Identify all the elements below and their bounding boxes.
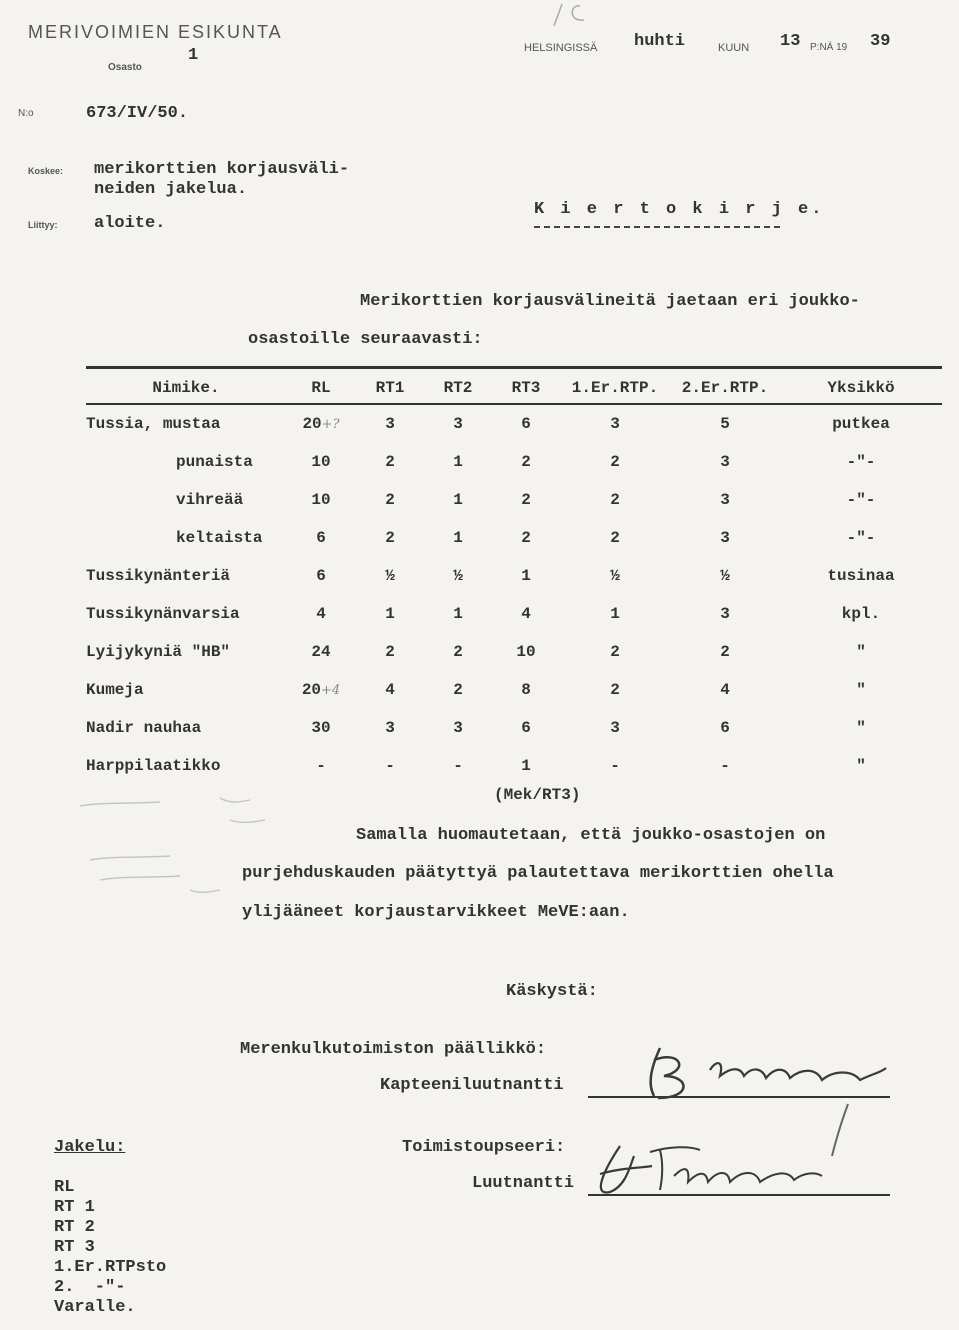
distribution-item: RT 1	[54, 1198, 95, 1217]
rt1-value: 2	[385, 453, 395, 471]
rt3-value: 1	[521, 567, 531, 585]
signer-1-title: Merenkulkutoimiston päällikkö:	[240, 1040, 547, 1059]
er2-value: 3	[720, 605, 730, 623]
closing-line-3: ylijääneet korjaustarvikkeet MeVE:aan.	[242, 903, 630, 922]
rt1-value: 1	[385, 605, 395, 623]
rt1-value: 2	[385, 491, 395, 509]
er1-value: -	[610, 757, 620, 775]
rt3-value: 10	[516, 643, 536, 661]
rt1-value: 2	[385, 643, 395, 661]
document-type: K i e r t o k i r j e.	[534, 200, 825, 219]
rt2-value: 3	[453, 719, 463, 737]
table-row	[86, 671, 942, 709]
rt2-value: 1	[453, 453, 463, 471]
unit-value: putkea	[832, 415, 890, 433]
month-label: KUUN	[718, 42, 750, 54]
er1-value: 3	[610, 719, 620, 737]
table-header-row	[86, 368, 942, 405]
item-name: Tussia, mustaa	[86, 415, 221, 433]
er2-value: 3	[720, 453, 730, 471]
table-row	[86, 557, 942, 595]
date-day: 13	[780, 32, 801, 51]
table-row	[86, 633, 942, 671]
distribution-table	[86, 366, 942, 785]
rt2-value: -	[453, 757, 463, 775]
rt1-value: 3	[385, 719, 395, 737]
signature-2-icon	[590, 1136, 850, 1206]
er1-value: 2	[610, 453, 620, 471]
closing-line-2: purjehduskauden päätyttyä palautettava merikorttien ohella	[242, 864, 834, 883]
header-rt2: RT2	[424, 368, 492, 405]
er1-value: 1	[610, 605, 620, 623]
rt2-value: 2	[453, 681, 463, 699]
item-name: vihreää	[176, 491, 244, 509]
rt1-value: ½	[385, 567, 395, 585]
rt3-value: 6	[521, 415, 531, 433]
er1-value: 2	[610, 643, 620, 661]
item-name: Nadir nauhaa	[86, 719, 202, 737]
signer-2-rank: Luutnantti	[472, 1174, 575, 1193]
item-name: Tussikynänteriä	[86, 567, 231, 585]
rl-value: 30	[311, 719, 331, 737]
item-name: Kumeja	[86, 681, 144, 699]
er2-value: 5	[720, 415, 730, 433]
table-row	[86, 404, 942, 443]
rt2-value: 2	[453, 643, 463, 661]
distribution-item: RL	[54, 1178, 75, 1197]
er2-value: -	[720, 757, 730, 775]
pencil-note: +4	[321, 683, 341, 698]
unit-value: -"-	[846, 453, 876, 471]
section-value: 1	[188, 46, 199, 65]
er2-value: 2	[720, 643, 730, 661]
table-row	[86, 443, 942, 481]
er2-value: ½	[720, 567, 730, 585]
number-label: N:o	[18, 108, 34, 119]
date-year: 39	[870, 32, 891, 51]
subject-label: Koskee:	[28, 166, 64, 176]
day-label: P:NÄ 19	[810, 42, 848, 53]
pencil-note: +?	[321, 417, 340, 432]
table-note: (Mek/RT3)	[494, 786, 581, 804]
closing-line-1: Samalla huomautetaan, että joukko-osastojen on	[356, 826, 826, 845]
er2-value: 4	[720, 681, 730, 699]
rl-value: 20+4	[301, 681, 341, 699]
section-label: Osasto	[108, 62, 142, 73]
subject-line-2: neiden jakelua.	[94, 180, 248, 199]
unit-value: -"-	[846, 529, 876, 547]
table-row	[86, 709, 942, 747]
pencil-margin-notes-icon	[70, 790, 280, 930]
header-1er-rtp: 1.Er.RTP.	[560, 368, 670, 405]
header-item: Nimike.	[86, 368, 286, 405]
rt2-value: 1	[453, 529, 463, 547]
rt2-value: 1	[453, 605, 463, 623]
rt3-value: 2	[521, 453, 531, 471]
er1-value: 2	[610, 491, 620, 509]
table-row	[86, 595, 942, 633]
attachment-value: aloite.	[94, 214, 166, 233]
er1-value: 2	[610, 681, 620, 699]
distribution-item: RT 3	[54, 1238, 95, 1257]
rl-value: 10	[311, 491, 331, 509]
document-type-underline	[534, 226, 780, 228]
signer-1-rank: Kapteeniluutnantti	[380, 1076, 564, 1095]
document-number: 673/IV/50.	[86, 104, 189, 123]
distribution-item: Varalle.	[54, 1298, 136, 1317]
er2-value: 3	[720, 491, 730, 509]
command-line: Käskystä:	[506, 982, 598, 1001]
unit-value: tusinaa	[827, 567, 895, 585]
item-name: punaista	[176, 453, 253, 471]
table-row	[86, 747, 942, 785]
unit-value: "	[856, 643, 866, 661]
item-name: Tussikynänvarsia	[86, 605, 240, 623]
er1-value: 3	[610, 415, 620, 433]
unit-value: "	[856, 681, 866, 699]
header-rt1: RT1	[356, 368, 424, 405]
unit-value: "	[856, 719, 866, 737]
table-row	[86, 519, 942, 557]
rt1-value: -	[385, 757, 395, 775]
er2-value: 3	[720, 529, 730, 547]
er1-value: ½	[610, 567, 620, 585]
rt1-value: 4	[385, 681, 395, 699]
attachment-label: Liittyy:	[28, 220, 58, 230]
table-row	[86, 481, 942, 519]
place-label: HELSINGISSÄ	[524, 42, 598, 54]
unit-value: -"-	[846, 491, 876, 509]
rt1-value: 3	[385, 415, 395, 433]
rl-value: 6	[316, 529, 326, 547]
rt3-value: 8	[521, 681, 531, 699]
item-name: Lyijykyniä "HB"	[86, 643, 231, 661]
rl-value: 10	[311, 453, 331, 471]
distribution-item: 2. -"-	[54, 1278, 126, 1297]
distribution-item: RT 2	[54, 1218, 95, 1237]
rl-value: -	[316, 757, 326, 775]
rt3-value: 6	[521, 719, 531, 737]
signature-1-icon	[620, 1040, 900, 1110]
subject-line-1: merikorttien korjausväli-	[94, 160, 350, 179]
er2-value: 6	[720, 719, 730, 737]
header-rt3: RT3	[492, 368, 560, 405]
rl-value: 6	[316, 567, 326, 585]
date-month: huhti	[634, 32, 686, 51]
rl-value: 24	[311, 643, 331, 661]
rl-value: 20+?	[302, 415, 340, 433]
rt2-value: 3	[453, 415, 463, 433]
unit-value: "	[856, 757, 866, 775]
rt2-value: ½	[453, 567, 463, 585]
header-2er-rtp: 2.Er.RTP.	[670, 368, 780, 405]
pencil-scribble-icon	[540, 0, 610, 30]
rt3-value: 2	[521, 529, 531, 547]
header-rl: RL	[286, 368, 356, 405]
item-name: Harppilaatikko	[86, 757, 221, 775]
header-unit: Yksikkö	[780, 368, 942, 405]
item-name: keltaista	[176, 529, 263, 547]
rt3-value: 1	[521, 757, 531, 775]
rt1-value: 2	[385, 529, 395, 547]
distribution-label: Jakelu:	[54, 1138, 126, 1157]
rt3-value: 4	[521, 605, 531, 623]
org-name: MERIVOIMIEN ESIKUNTA	[28, 22, 283, 42]
signer-2-title: Toimistoupseeri:	[402, 1138, 566, 1157]
intro-line-2: osastoille seuraavasti:	[248, 330, 483, 349]
er1-value: 2	[610, 529, 620, 547]
rt3-value: 2	[521, 491, 531, 509]
intro-line-1: Merikorttien korjausvälineitä jaetaan eri joukko-	[360, 292, 860, 311]
unit-value: kpl.	[841, 605, 881, 623]
rt2-value: 1	[453, 491, 463, 509]
rl-value: 4	[316, 605, 326, 623]
distribution-item: 1.Er.RTPsto	[54, 1258, 167, 1277]
